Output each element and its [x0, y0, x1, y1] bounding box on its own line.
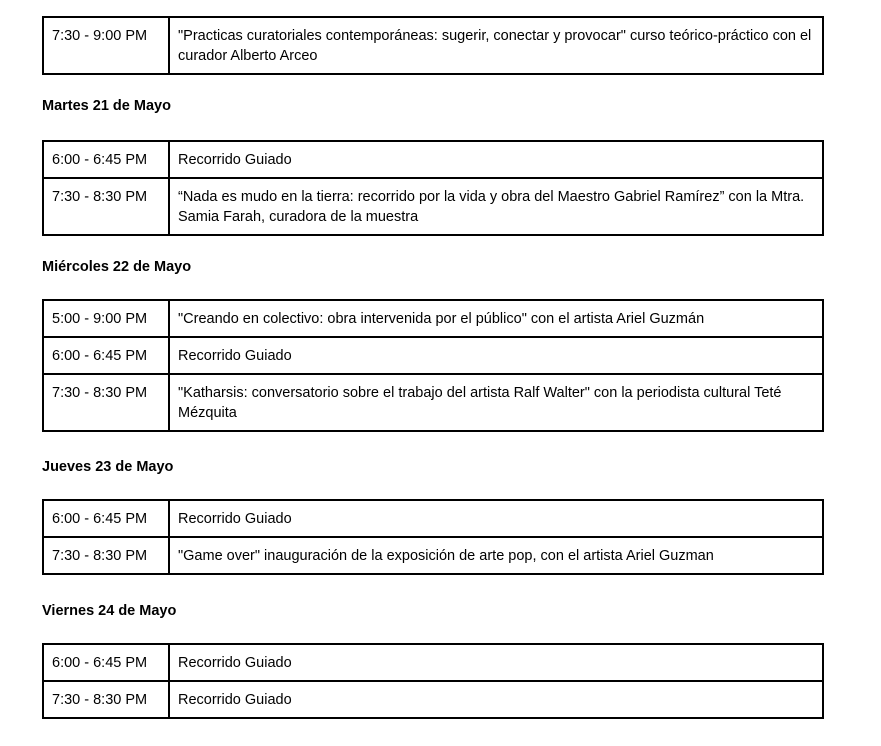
- time-cell: 6:00 - 6:45 PM: [43, 644, 169, 681]
- description-cell: Recorrido Guiado: [169, 337, 823, 374]
- description-cell: "Katharsis: conversatorio sobre el trabajo del artista Ralf Walter" con la periodista cultural Teté Mézquita: [169, 374, 823, 431]
- time-cell: 7:30 - 8:30 PM: [43, 374, 169, 431]
- time-cell: 6:00 - 6:45 PM: [43, 337, 169, 374]
- time-cell: 5:00 - 9:00 PM: [43, 300, 169, 337]
- day-heading-viernes: Viernes 24 de Mayo: [42, 603, 177, 619]
- time-cell: 7:30 - 9:00 PM: [43, 17, 169, 74]
- description-cell: "Game over" inauguración de la exposición de arte pop, con el artista Ariel Guzman: [169, 537, 823, 574]
- time-cell: 7:30 - 8:30 PM: [43, 681, 169, 718]
- schedule-row: [43, 141, 823, 178]
- schedule-table-viernes: [42, 643, 824, 719]
- day-heading-jueves: Jueves 23 de Mayo: [42, 459, 174, 475]
- description-cell: Recorrido Guiado: [169, 681, 823, 718]
- schedule-row: [43, 337, 823, 374]
- description-cell: Recorrido Guiado: [169, 644, 823, 681]
- schedule-row: [43, 500, 823, 537]
- description-cell: “Nada es mudo en la tierra: recorrido por la vida y obra del Maestro Gabriel Ramírez” con la Mtra. Samia Farah, curadora de la muestra: [169, 178, 823, 235]
- schedule-table-miercoles: [42, 299, 824, 432]
- schedule-row: [43, 374, 823, 431]
- schedule-table-jueves: [42, 499, 824, 575]
- description-cell: Recorrido Guiado: [169, 500, 823, 537]
- time-cell: 6:00 - 6:45 PM: [43, 141, 169, 178]
- schedule-table-martes: [42, 140, 824, 236]
- schedule-row: [43, 681, 823, 718]
- day-heading-martes: Martes 21 de Mayo: [42, 98, 171, 114]
- time-cell: 6:00 - 6:45 PM: [43, 500, 169, 537]
- description-cell: "Creando en colectivo: obra intervenida por el público" con el artista Ariel Guzmán: [169, 300, 823, 337]
- schedule-row: [43, 178, 823, 235]
- schedule-row: [43, 644, 823, 681]
- schedule-row: [43, 537, 823, 574]
- time-cell: 7:30 - 8:30 PM: [43, 178, 169, 235]
- schedule-table-continued: [42, 16, 824, 75]
- description-cell: Recorrido Guiado: [169, 141, 823, 178]
- schedule-row: [43, 17, 823, 74]
- day-heading-miercoles: Miércoles 22 de Mayo: [42, 259, 192, 275]
- schedule-row: [43, 300, 823, 337]
- time-cell: 7:30 - 8:30 PM: [43, 537, 169, 574]
- description-cell: "Practicas curatoriales contemporáneas: sugerir, conectar y provocar" curso teórico-práctico con el curador Alberto Arceo: [169, 17, 823, 74]
